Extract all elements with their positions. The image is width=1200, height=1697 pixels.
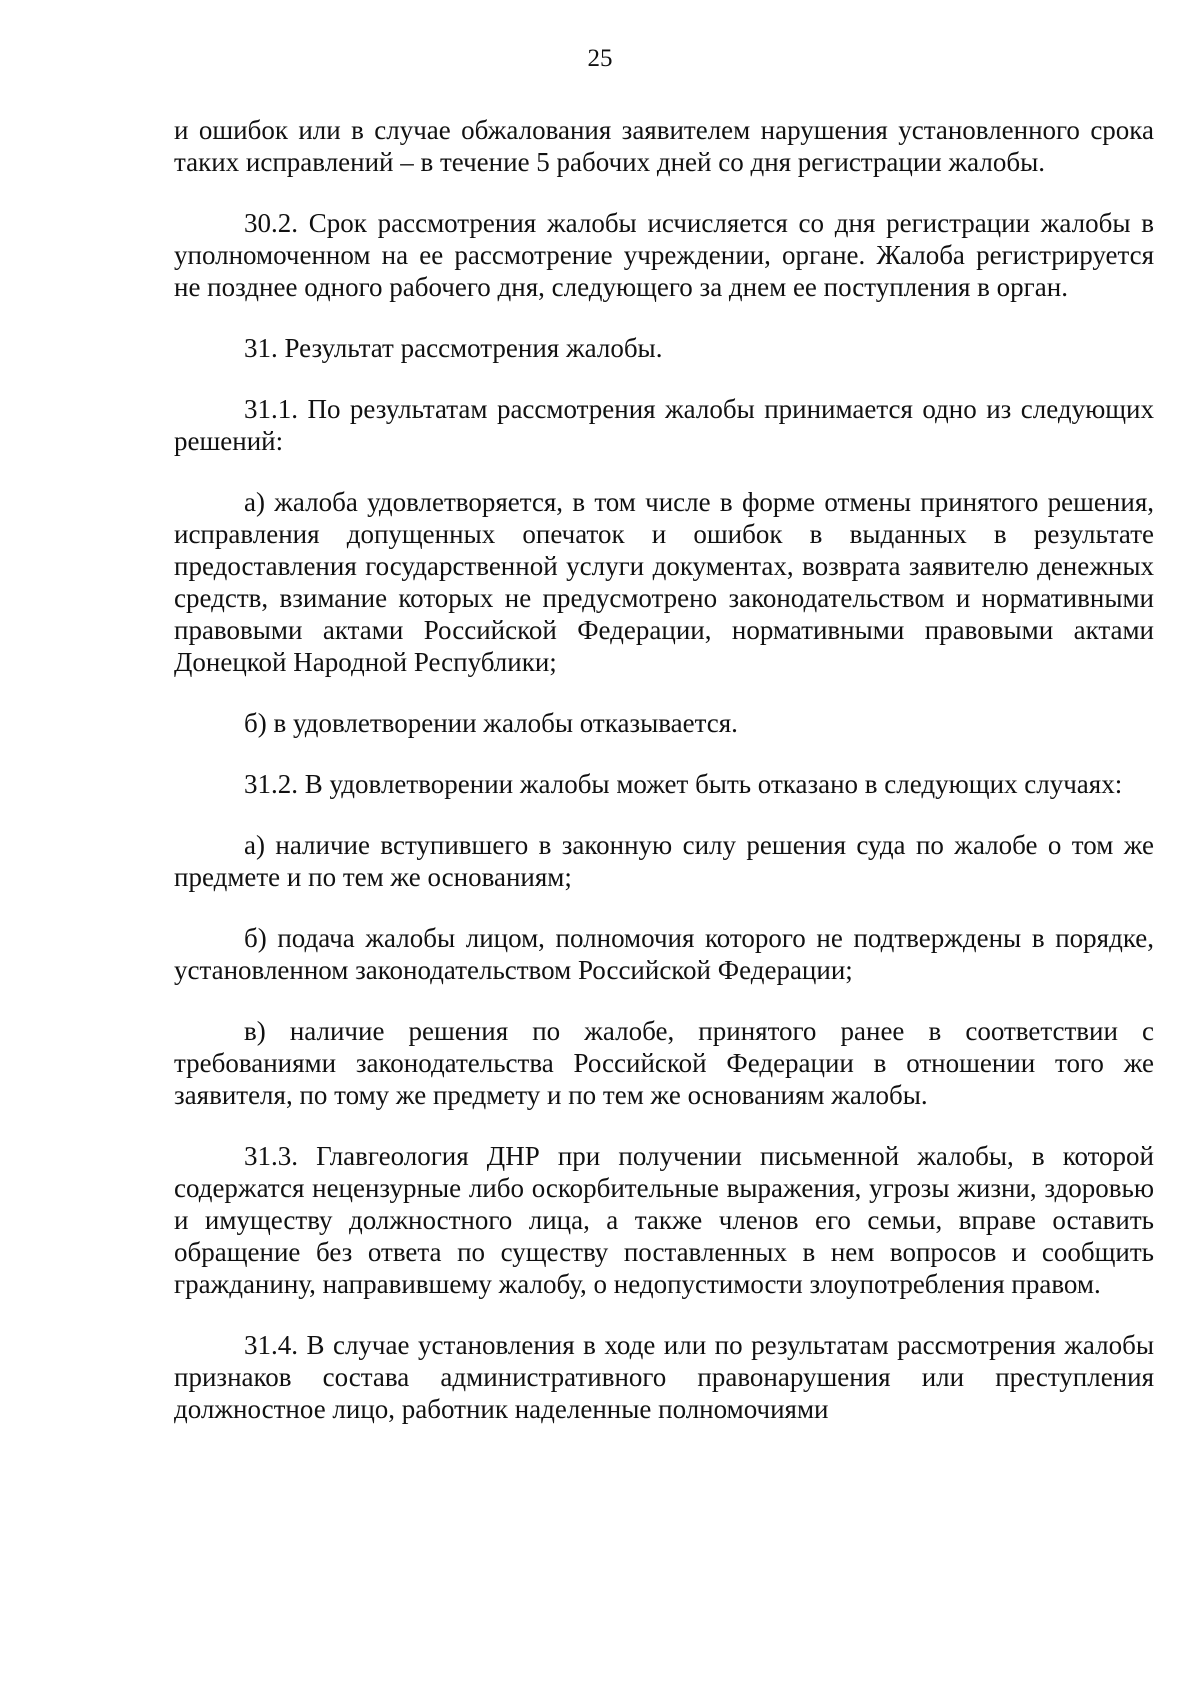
page-number: 25 [587,45,613,72]
paragraph-31-1-a: а) жалоба удовлетворяется, в том числе в форме отмены принятого решения, исправления допущенных опечаток и ошибок в выданных в результате предоставления государственной услуги документах, возврата заявителю денежных средств, взимание которых не предусмотрено законодательством и нормативными правовыми актами Российской Федерации, нормативными правовыми актами Донецкой Народной Республики; [174,487,1154,677]
paragraph-31-3: 31.3. Главгеология ДНР при получении письменной жалобы, в которой содержатся нецензурные либо оскорбительные выражения, угрозы жизни, здоровью и имуществу должностного лица, а также членов его семьи, вправе оставить обращение без ответа по существу поставленных в нем вопросов и сообщить гражданину, направившему жалобу, о недопустимости злоупотребления правом. [174,1141,1154,1299]
paragraph-31-2: 31.2. В удовлетворении жалобы может быть отказано в следующих случаях: [244,769,1123,799]
paragraph-31-2-v: в) наличие решения по жалобе, принятого ранее в соответствии с требованиями законодательства Российской Федерации в отношении того же заявителя, по тому же предмету и по тем же основаниям жалобы. [174,1016,1154,1110]
paragraph-continuation: и ошибок или в случае обжалования заявителем нарушения установленного срока таких исправлений – в течение 5 рабочих дней со дня регистрации жалобы. [174,115,1154,177]
paragraph-30-2: 30.2. Срок рассмотрения жалобы исчисляется со дня регистрации жалобы в уполномоченном на ее рассмотрение учреждении, органе. Жалоба регистрируется не позднее одного рабочего дня, следующего за днем ее поступления в орган. [174,208,1154,302]
paragraph-31-1: 31.1. По результатам рассмотрения жалобы принимается одно из следующих решений: [174,394,1154,456]
paragraph-31-1-b: б) в удовлетворении жалобы отказывается. [244,708,738,738]
paragraph-31-2-a: а) наличие вступившего в законную силу решения суда по жалобе о том же предмете и по тем же основаниям; [174,830,1154,892]
paragraph-31-4: 31.4. В случае установления в ходе или по результатам рассмотрения жалобы признаков состава административного правонарушения или преступления должностное лицо, работник наделенные полномочиями [174,1330,1154,1424]
paragraph-31-2-b: б) подача жалобы лицом, полномочия которого не подтверждены в порядке, установленном законодательством Российской Федерации; [174,923,1154,985]
document-body [174,114,1154,1454]
paragraph-31-heading: 31. Результат рассмотрения жалобы. [244,333,663,363]
